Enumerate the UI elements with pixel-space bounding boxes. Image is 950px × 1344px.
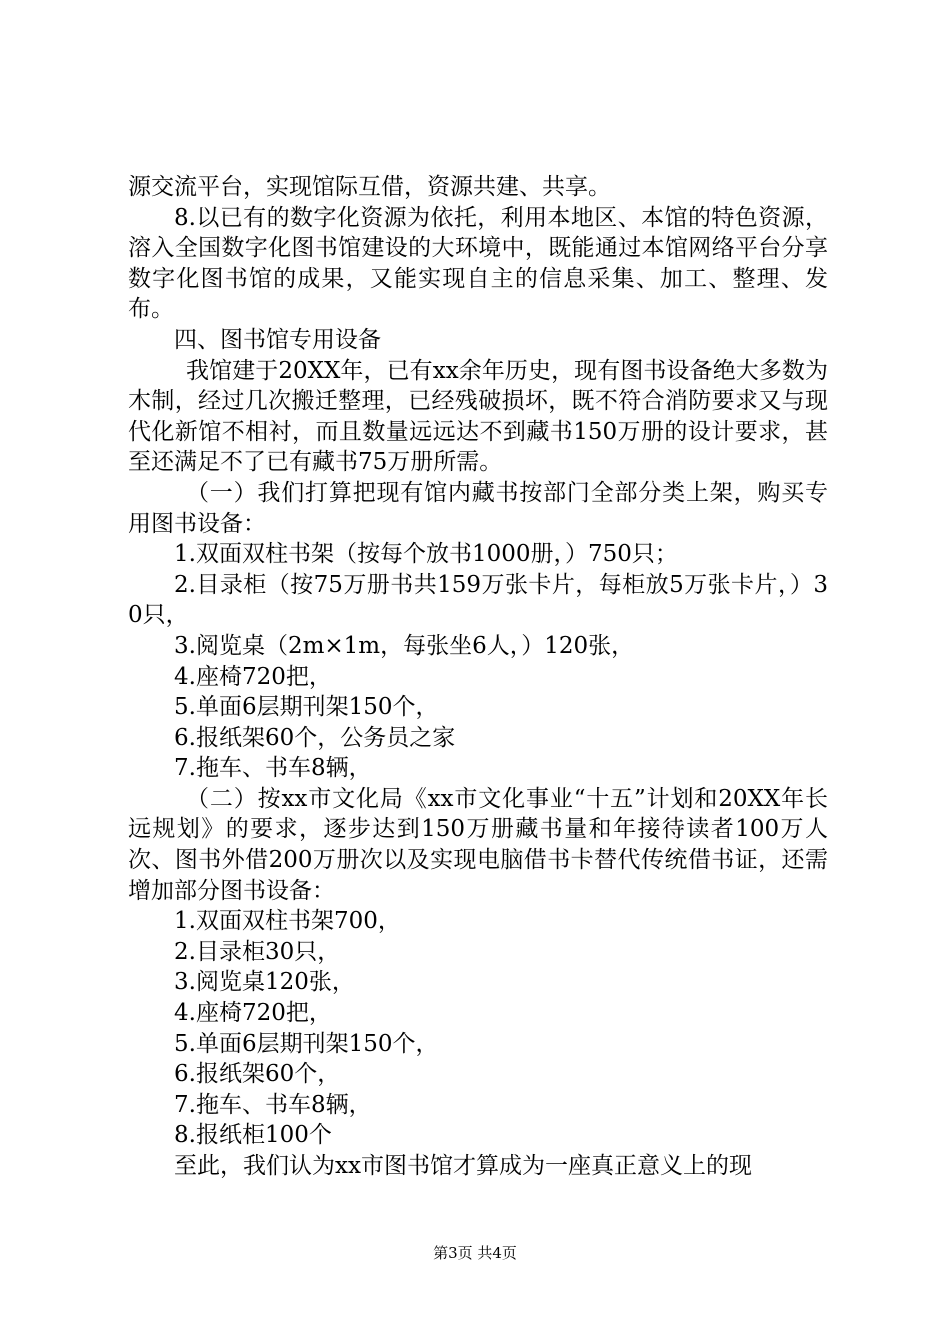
document-body <box>128 172 828 1182</box>
page-number: 第3页 共4页 <box>433 1244 517 1262</box>
page-footer <box>0 1243 950 1263</box>
list-item: 4.座椅720把， <box>174 663 332 690</box>
paragraph: （二）按xx市文化局《xx市文化事业“十五”计划和20XX年长远规划》的要求，逐步达到150万册藏书量和年接待读者100万人次、图书外借200万册次以及实现电脑借书卡替代传统借书证，还需增加部分图书设备： <box>128 785 828 904</box>
list-item: 6.报纸架60个， <box>174 1061 341 1088</box>
list-item: 8.报纸柜100个 <box>174 1122 332 1149</box>
list-item: 5.单面6层期刊架150个， <box>174 1030 439 1057</box>
list-item: 1.双面双柱书架700， <box>174 908 401 935</box>
paragraph: 源交流平台，实现馆际互借，资源共建、共享。 <box>128 174 611 200</box>
paragraph: 8.以已有的数字化资源为依托，利用本地区、本馆的特色资源，溶入全国数字化图书馆建设的大环境中，既能通过本馆网络平台分享数字化图书馆的成果，又能实现自主的信息采集、加工、整理、发布。 <box>128 204 828 323</box>
list-item: 1.双面双柱书架（按每个放书1000册，）750只； <box>174 541 678 568</box>
list-item: 3.阅览桌120张， <box>174 969 355 996</box>
list-item: 2.目录柜30只， <box>174 938 341 965</box>
list-item: 5.单面6层期刊架150个， <box>174 694 439 721</box>
paragraph: 我馆建于20XX年，已有xx余年历史，现有图书设备绝大多数为木制，经过几次搬迁整理，已经残破损坏，既不符合消防要求又与现代化新馆不相衬，而且数量远远达不到藏书150万册的设计要求，甚至还满足不了已有藏书75万册所需。 <box>128 357 828 476</box>
list-item: 4.座椅720把， <box>174 1000 332 1027</box>
section-heading: 四、图书馆专用设备 <box>174 326 381 353</box>
list-item: 7.拖车、书车8辆， <box>174 755 372 782</box>
paragraph: 至此，我们认为xx市图书馆才算成为一座真正意义上的现 <box>174 1153 752 1179</box>
list-item: 6.报纸架60个，公务员之家 <box>174 724 456 751</box>
list-item: 2.目录柜（按75万册书共159万张卡片，每柜放5万张卡片，）30只， <box>128 571 828 629</box>
paragraph: （一）我们打算把现有馆内藏书按部门全部分类上架，购买专用图书设备： <box>128 479 828 537</box>
list-item: 7.拖车、书车8辆， <box>174 1091 372 1118</box>
list-item: 3.阅览桌（2m×1m，每张坐6人，）120张， <box>174 632 635 659</box>
